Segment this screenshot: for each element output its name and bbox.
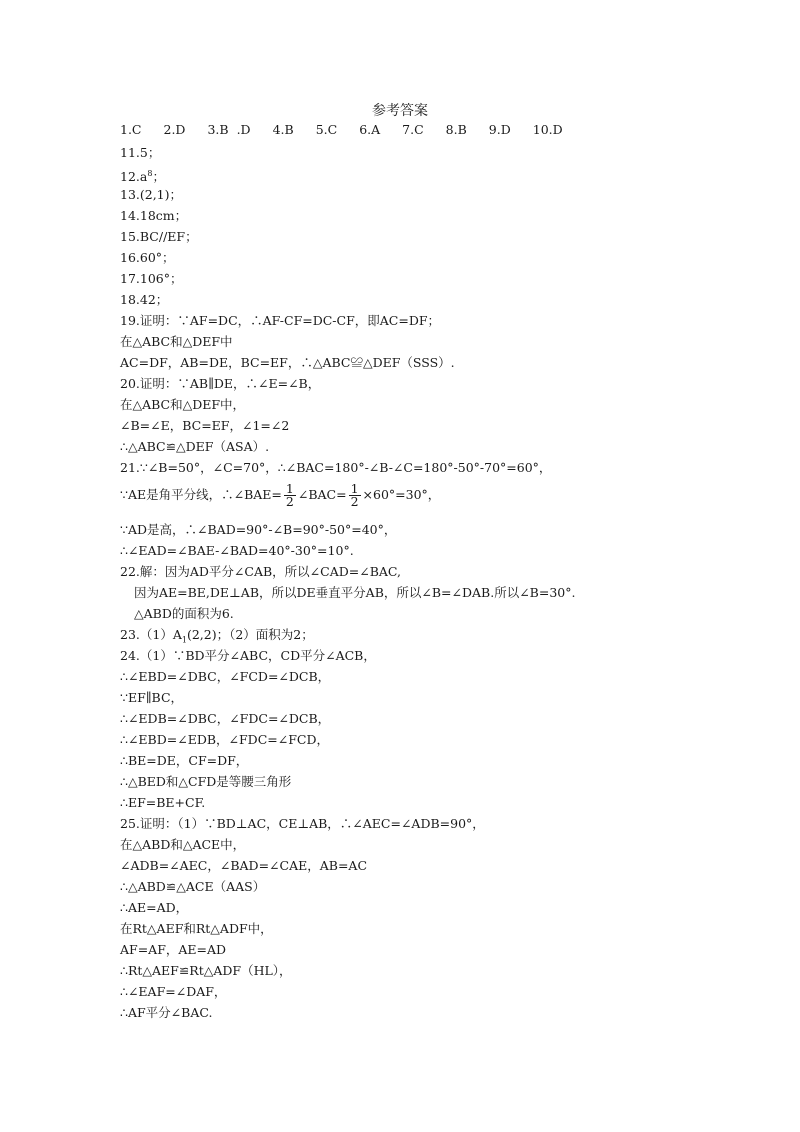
answer-line-21c: ∵AD是高，∴∠BAD=90°-∠B=90°-50°=40°， [120, 522, 397, 537]
choice-answer: 7.C [402, 122, 424, 137]
answer-line-24a: 24.（1）∵BD平分∠ABC，CD平分∠ACB， [120, 648, 376, 663]
answer-line-22c: △ABD的面积为6. [134, 606, 234, 621]
answer-text: 23.（1）A [120, 627, 182, 642]
choice-answers-row [120, 122, 585, 137]
answer-line-21d: ∴∠EAD=∠BAE-∠BAD=40°-30°=10°. [120, 543, 354, 558]
answer-line-25i: ∴∠EAF=∠DAF， [120, 984, 227, 999]
answer-text: ； [152, 169, 165, 185]
answer-line-25h: ∴Rt△AEF≌Rt△ADF（HL）， [120, 963, 292, 978]
answer-line-19c: AC=DF，AB=DE，BC=EF，∴△ABC≌△DEF（SSS）. [120, 355, 455, 370]
answer-text: ∵AE是角平分线，∴∠BAE= [120, 487, 282, 502]
choice-answer: 10.D [532, 122, 563, 137]
answer-line-24c: ∵EF∥BC， [120, 690, 184, 705]
answer-line-25c: ∠ADB=∠AEC，∠BAD=∠CAE，AB=AC [120, 858, 368, 873]
fraction-denominator: 2 [285, 494, 294, 509]
answer-text: 12.a [120, 169, 148, 185]
answer-line-24b: ∴∠EBD=∠DBC，∠FCD=∠DCB， [120, 669, 331, 684]
answer-line-24g: ∴△BED和△CFD是等腰三角形 [120, 774, 292, 789]
choice-answer: .D [236, 122, 251, 137]
choice-answer: 8.B [445, 122, 467, 137]
choice-answer: 2.D [163, 122, 186, 137]
answer-line-12 [120, 166, 165, 185]
answer-line-17: 17.106°； [120, 271, 183, 286]
answer-line-15: 15.BC//EF； [120, 229, 198, 244]
answer-line-24d: ∴∠EDB=∠DBC，∠FDC=∠DCB， [120, 711, 331, 726]
fraction-one-half [349, 483, 361, 508]
fraction-one-half [284, 483, 296, 508]
answer-line-19b: 在△ABC和△DEF中 [120, 334, 233, 349]
answer-line-22a: 22.解：因为AD平分∠CAB，所以∠CAD=∠BAC, [120, 564, 402, 579]
exponent: 8 [147, 169, 153, 178]
answer-line-23 [120, 627, 314, 649]
fraction-numerator: 1 [350, 481, 359, 496]
answer-line-20a: 20.证明：∵AB∥DE，∴∠E=∠B， [120, 376, 321, 391]
answer-line-16: 16.60°； [120, 250, 175, 265]
answer-line-24e: ∴∠EBD=∠EDB，∠FDC=∠FCD， [120, 732, 329, 747]
answer-line-25g: AF=AF，AE=AD [120, 942, 227, 957]
answer-line-20b: 在△ABC和△DEF中， [120, 397, 246, 412]
answer-line-25a: 25.证明：（1）∵BD⊥AC，CE⊥AB，∴∠AEC=∠ADB=90°， [120, 816, 485, 831]
answer-line-25e: ∴AE=AD， [120, 900, 189, 915]
answer-line-11: 11.5； [120, 145, 161, 160]
choice-answer: 3.B [207, 122, 229, 137]
answer-line-25b: 在△ABD和△ACE中， [120, 837, 246, 852]
page-title: 参考答案 [372, 103, 428, 119]
choice-answer: 4.B [272, 122, 294, 137]
answer-text: ×60°=30°， [362, 487, 441, 502]
answer-line-24f: ∴BE=DE，CF=DF， [120, 753, 249, 768]
answer-line-21b [120, 482, 440, 508]
choice-answer: 5.C [315, 122, 338, 137]
fraction-denominator: 2 [350, 494, 359, 509]
answer-line-24h: ∴EF=BE+CF. [120, 795, 206, 810]
answer-line-20c: ∠B=∠E，BC=EF，∠1=∠2 [120, 418, 290, 433]
answer-text: (2,2)；（2）面积为2； [186, 627, 314, 642]
answer-line-25j: ∴AF平分∠BAC. [120, 1005, 213, 1020]
subscript: 1 [181, 635, 187, 645]
answer-text: ∠BAC= [297, 487, 347, 502]
answer-line-14: 14.18cm； [120, 208, 188, 223]
answer-line-13: 13.(2,1)； [120, 187, 183, 202]
choice-answer: 9.D [488, 122, 511, 137]
answer-line-25f: 在Rt△AEF和Rt△ADF中， [120, 921, 273, 936]
answer-line-22b: 因为AE=BE,DE⊥AB，所以DE垂直平分AB，所以∠B=∠DAB.所以∠B=30°. [134, 585, 576, 600]
answer-line-20d: ∴△ABC≌△DEF（ASA）. [120, 439, 270, 454]
answer-line-21a: 21.∵∠B=50°，∠C=70°，∴∠BAC=180°-∠B-∠C=180°-50°-70°=60°， [120, 460, 552, 475]
answer-line-19a: 19.证明：∵AF=DC，∴AF-CF=DC-CF，即AC=DF； [120, 313, 441, 328]
choice-answer: 1.C [120, 122, 142, 137]
fraction-numerator: 1 [285, 481, 294, 496]
answer-line-18: 18.42； [120, 292, 169, 307]
answer-line-25d: ∴△ABD≌△ACE（AAS） [120, 879, 266, 894]
choice-answer: 6.A [359, 122, 381, 137]
